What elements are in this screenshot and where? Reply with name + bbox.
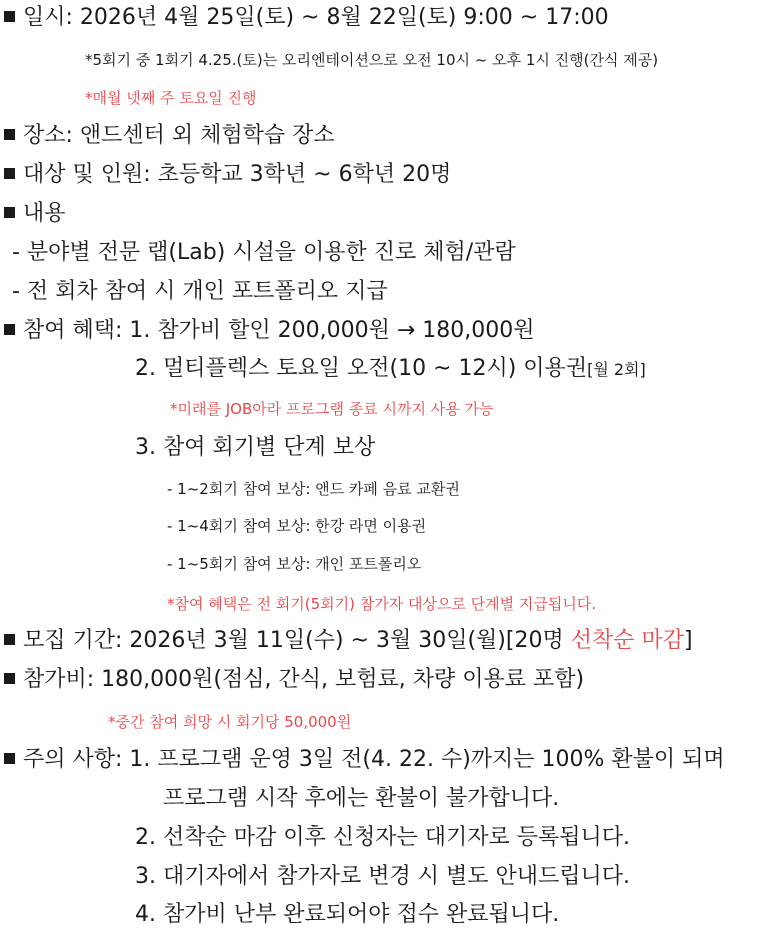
benefits-item-2-suffix: [월 2회] [587, 360, 646, 379]
bullet-square-icon [4, 324, 15, 335]
schedule-line [4, 6, 609, 30]
venue-line [4, 124, 335, 148]
benefits-item-2 [135, 357, 646, 381]
bullet-square-icon [4, 634, 15, 645]
schedule-value: 2026년 4월 25일(토) ~ 8월 22일(토) 9:00 ~ 17:00 [79, 5, 609, 30]
venue-label: 장소: [23, 123, 73, 148]
fee-label: 참가비: [23, 667, 95, 692]
bullet-square-icon [4, 11, 15, 22]
reward-item: - 1~2회기 참여 보상: 앤드 카페 음료 교환권 [167, 480, 460, 498]
reward-item: - 1~5회기 참여 보상: 개인 포트폴리오 [167, 555, 422, 573]
recruit-end: ] [683, 628, 693, 653]
fee-value: 180,000원(점심, 간식, 보험료, 차량 이용료 포함) [101, 667, 585, 692]
reward-item: - 1~4회기 참여 보상: 한강 라면 이용권 [167, 517, 427, 535]
fee-line [4, 668, 584, 692]
notice-item-4: 4. 참가비 난부 완료되어야 접수 완료됩니다. [135, 902, 560, 927]
benefits-item-2-text: 2. 멀티플렉스 토요일 오전(10 ~ 12시) 이용권 [135, 356, 588, 381]
target-line [4, 163, 451, 187]
fee-note: *중간 참여 희망 시 회기당 50,000원 [108, 713, 352, 731]
recruit-line [4, 629, 693, 653]
recruit-label: 모집 기간: [23, 628, 123, 653]
content-item: - 분야별 전문 랩(Lab) 시설을 이용한 진로 체험/관람 [12, 240, 516, 265]
notice-item-1a: 1. 프로그램 운영 3일 전(4. 22. 수)까지는 100% 환불이 되며 [129, 747, 725, 772]
benefits-line [4, 319, 535, 343]
benefits-item-1: 1. 참가비 할인 200,000원 → 180,000원 [129, 318, 535, 343]
bullet-square-icon [4, 168, 15, 179]
bullet-square-icon [4, 753, 15, 764]
notice-label: 주의 사항: [23, 747, 123, 772]
notice-line [4, 748, 725, 772]
bullet-square-icon [4, 673, 15, 684]
notice-item-1b: 프로그램 시작 후에는 환불이 불가합니다. [163, 786, 560, 811]
content-label: 내용 [23, 201, 66, 226]
benefits-item-3: 3. 참여 회기별 단계 보상 [135, 435, 376, 460]
recruit-value: 2026년 3월 11일(수) ~ 3월 30일(월)[20명 [129, 628, 571, 653]
target-value: 초등학교 3학년 ~ 6학년 20명 [157, 162, 452, 187]
schedule-note: *5회기 중 1회기 4.25.(토)는 오리엔테이션으로 오전 10시 ~ 오후 1시 진행(간식 제공) [85, 51, 659, 69]
venue-value: 앤드센터 외 체험학습 장소 [79, 123, 335, 148]
benefits-label: 참여 혜택: [23, 318, 123, 343]
bullet-square-icon [4, 207, 15, 218]
target-label: 대상 및 인원: [23, 162, 151, 187]
rewards-note: *참여 혜택은 전 회기(5회기) 참가자 대상으로 단계별 지급됩니다. [167, 595, 597, 613]
content-line [4, 202, 66, 226]
schedule-red-note: *매월 넷째 주 토요일 진행 [85, 89, 257, 107]
content-item: - 전 회차 참여 시 개인 포트폴리오 지급 [12, 279, 388, 304]
notice-item-2: 2. 선착순 마감 이후 신청자는 대기자로 등록됩니다. [135, 825, 630, 850]
bullet-square-icon [4, 129, 15, 140]
recruit-highlight: 선착순 마감 [570, 628, 684, 653]
notice-item-3: 3. 대기자에서 참가자로 변경 시 별도 안내드립니다. [135, 864, 630, 889]
benefits-item-2-note: *미래를 JOB아라 프로그램 종료 시까지 사용 가능 [170, 400, 494, 418]
schedule-label: 일시: [23, 5, 73, 30]
